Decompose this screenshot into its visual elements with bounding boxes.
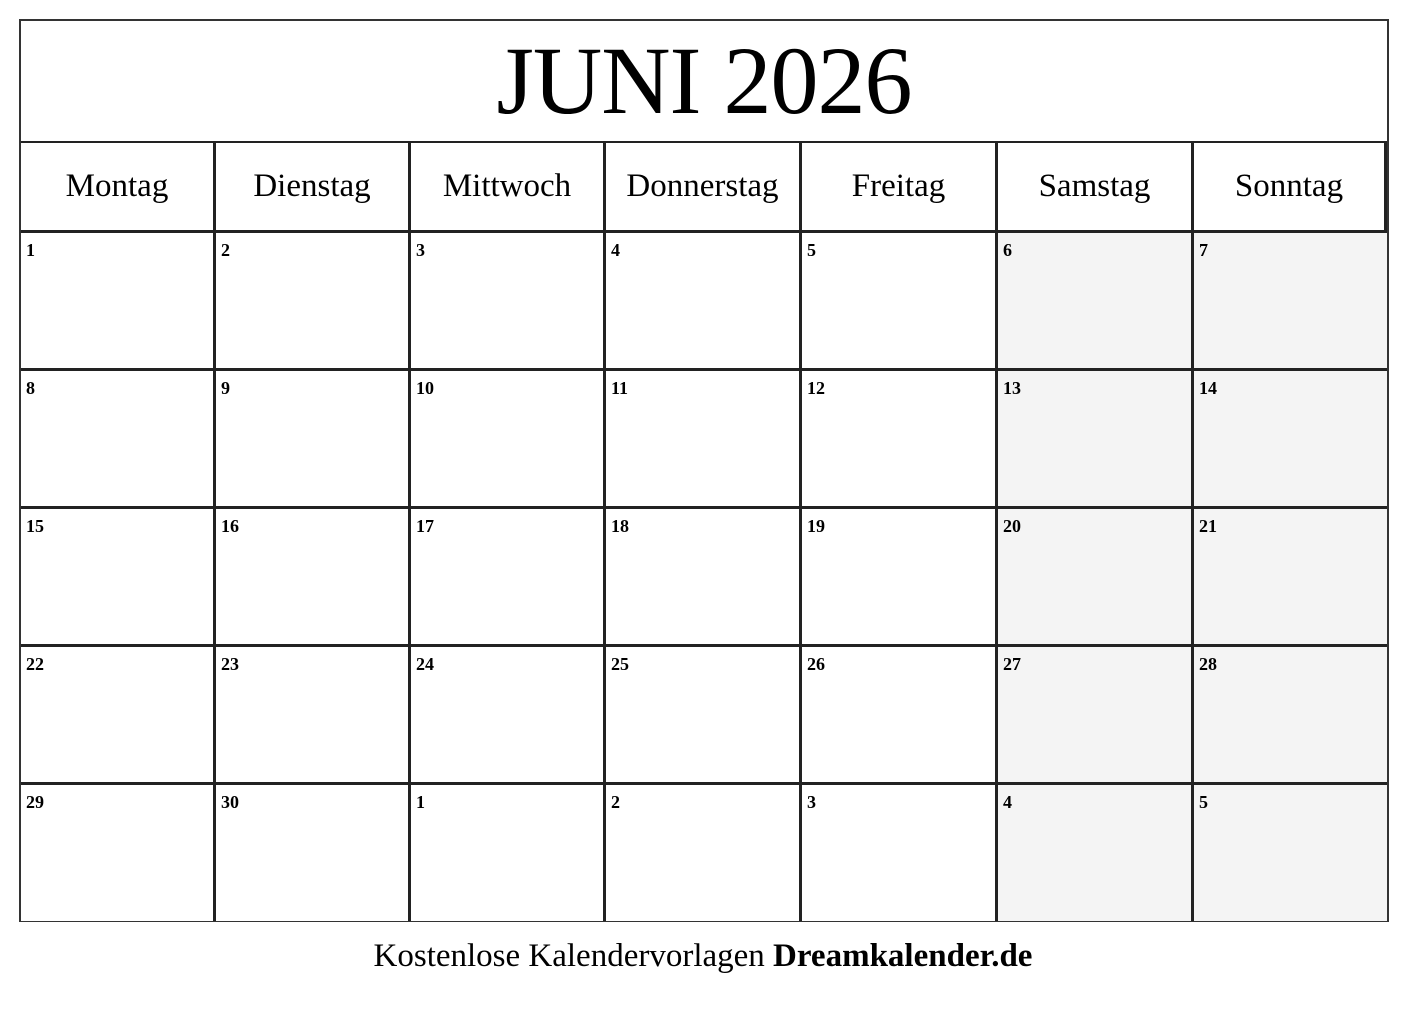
footer-text: Kostenlose Kalendervorlagen xyxy=(373,938,774,974)
day-cell xyxy=(1194,233,1387,371)
weekday-header-donnerstag: Donnerstag xyxy=(606,143,802,233)
day-number: 2 xyxy=(611,792,620,812)
day-number: 3 xyxy=(416,240,425,260)
day-number: 16 xyxy=(221,516,239,536)
title-bar xyxy=(21,21,1387,143)
day-cell xyxy=(21,647,216,785)
day-cell xyxy=(606,509,802,647)
day-cell xyxy=(998,371,1194,509)
day-cell xyxy=(21,509,216,647)
calendar-grid xyxy=(21,143,1387,920)
day-number: 13 xyxy=(1003,378,1021,398)
day-number: 27 xyxy=(1003,654,1021,674)
day-cell xyxy=(1194,371,1387,509)
day-number: 30 xyxy=(221,792,239,812)
day-cell xyxy=(21,785,216,921)
day-number: 21 xyxy=(1199,516,1217,536)
day-cell xyxy=(216,785,411,921)
day-number: 19 xyxy=(807,516,825,536)
footer xyxy=(0,938,1406,975)
day-cell xyxy=(802,233,998,371)
day-number: 15 xyxy=(26,516,44,536)
day-number: 4 xyxy=(611,240,620,260)
day-cell xyxy=(216,647,411,785)
day-number: 26 xyxy=(807,654,825,674)
day-cell xyxy=(216,509,411,647)
day-cell xyxy=(606,371,802,509)
day-number: 11 xyxy=(611,378,629,398)
weekday-header-montag: Montag xyxy=(21,143,216,233)
day-number: 10 xyxy=(416,378,434,398)
day-number: 2 xyxy=(221,240,230,260)
day-cell xyxy=(802,509,998,647)
day-number: 24 xyxy=(416,654,434,674)
calendar-title: JUNI 2026 xyxy=(496,27,912,134)
day-number: 5 xyxy=(1199,792,1208,812)
day-number: 1 xyxy=(416,792,425,812)
day-cell xyxy=(998,647,1194,785)
day-cell xyxy=(21,233,216,371)
day-cell xyxy=(411,509,606,647)
weekday-header-dienstag: Dienstag xyxy=(216,143,411,233)
day-number: 3 xyxy=(807,792,816,812)
day-cell xyxy=(216,371,411,509)
day-cell xyxy=(411,371,606,509)
day-number: 7 xyxy=(1199,240,1208,260)
day-number: 4 xyxy=(1003,792,1012,812)
day-cell xyxy=(1194,509,1387,647)
weekday-header-freitag: Freitag xyxy=(802,143,998,233)
day-cell xyxy=(606,785,802,921)
day-number: 23 xyxy=(221,654,239,674)
day-cell xyxy=(21,371,216,509)
footer-brand: Dreamkalender.de xyxy=(773,938,1033,974)
day-cell xyxy=(802,785,998,921)
day-cell xyxy=(802,371,998,509)
day-cell xyxy=(606,233,802,371)
day-number: 12 xyxy=(807,378,825,398)
day-cell xyxy=(1194,785,1387,921)
day-cell xyxy=(411,785,606,921)
calendar xyxy=(19,19,1389,922)
day-cell xyxy=(216,233,411,371)
day-cell xyxy=(1194,647,1387,785)
day-cell xyxy=(411,647,606,785)
day-number: 9 xyxy=(221,378,230,398)
weekday-header-sonntag: Sonntag xyxy=(1194,143,1387,233)
day-cell xyxy=(998,785,1194,921)
day-cell xyxy=(606,647,802,785)
day-number: 28 xyxy=(1199,654,1217,674)
day-number: 8 xyxy=(26,378,35,398)
weekday-header-samstag: Samstag xyxy=(998,143,1194,233)
day-number: 17 xyxy=(416,516,434,536)
day-number: 18 xyxy=(611,516,629,536)
day-number: 6 xyxy=(1003,240,1012,260)
day-number: 14 xyxy=(1199,378,1217,398)
day-number: 20 xyxy=(1003,516,1021,536)
day-number: 29 xyxy=(26,792,44,812)
day-number: 25 xyxy=(611,654,629,674)
day-cell xyxy=(411,233,606,371)
weekday-header-mittwoch: Mittwoch xyxy=(411,143,606,233)
day-cell xyxy=(998,233,1194,371)
day-cell xyxy=(998,509,1194,647)
day-number: 5 xyxy=(807,240,816,260)
day-cell xyxy=(802,647,998,785)
day-number: 22 xyxy=(26,654,44,674)
day-number: 1 xyxy=(26,240,35,260)
